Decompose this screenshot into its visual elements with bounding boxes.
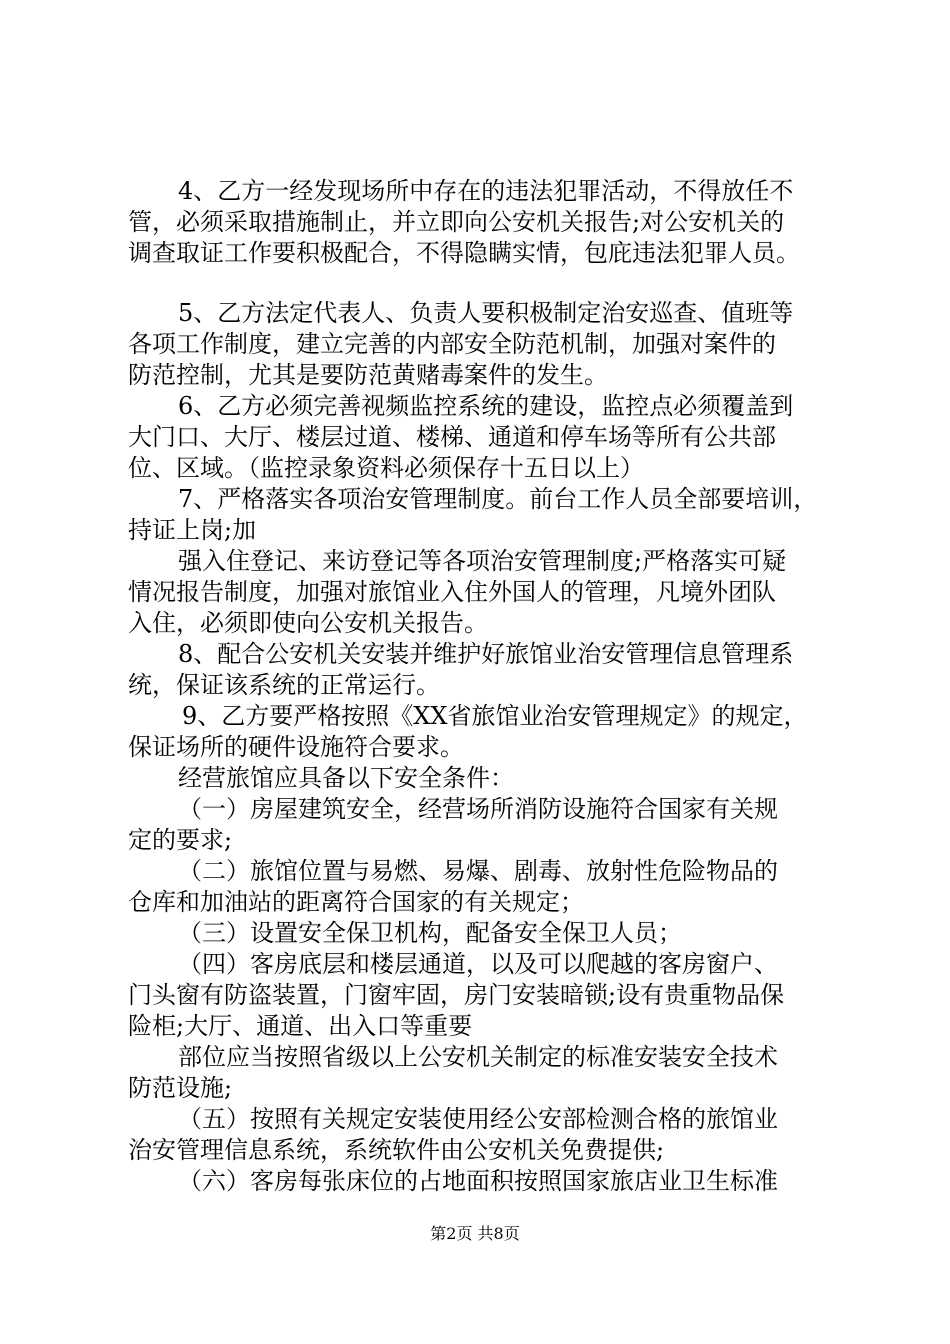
paragraph-line: 9、乙方要严格按照《XX省旅馆业治安管理规定》的规定， [182,702,808,730]
page-number-footer: 第2页 共8页 [430,1224,520,1243]
paragraph-line: 持证上岗;加 [128,516,257,544]
paragraph-line: 门头窗有防盗装置，门窗牢固，房门安装暗锁;设有贵重物品保 [128,981,785,1009]
paragraph-line: 位、区域。（监控录象资料必须保存十五日以上） [128,454,644,482]
paragraph-line: 保证场所的硬件设施符合要求。 [128,733,464,761]
paragraph-line: （一）房屋建筑安全，经营场所消防设施符合国家有关规 [178,795,778,823]
paragraph-line: 8、配合公安机关安装并维护好旅馆业治安管理信息管理系 [178,640,794,668]
paragraph-line: 治安管理信息系统，系统软件由公安机关免费提供; [128,1136,665,1164]
paragraph-line: 强入住登记、来访登记等各项治安管理制度;严格落实可疑 [178,547,787,575]
paragraph-line: 经营旅馆应具备以下安全条件： [178,764,514,792]
paragraph-line: （六）客房每张床位的占地面积按照国家旅店业卫生标准 [178,1167,778,1195]
paragraph-line: 险柜;大厅、通道、出入口等重要 [128,1012,473,1040]
paragraph-line: 统，保证该系统的正常运行。 [128,671,440,699]
paragraph-line: 7、严格落实各项治安管理制度。前台工作人员全部要培训， [178,485,818,513]
paragraph-line: 各项工作制度，建立完善的内部安全防范机制，加强对案件的 [128,330,776,358]
paragraph-line: （三）设置安全保卫机构，配备安全保卫人员； [178,919,682,947]
paragraph-line: 部位应当按照省级以上公安机关制定的标准安装安全技术 [178,1043,778,1071]
paragraph-line: 6、乙方必须完善视频监控系统的建设，监控点必须覆盖到 [178,392,794,420]
paragraph-line: 入住，必须即使向公安机关报告。 [128,609,488,637]
paragraph-line: （四）客房底层和楼层通道，以及可以爬越的客房窗户、 [178,950,778,978]
paragraph-line: 定的要求; [128,826,233,854]
paragraph-line: （五）按照有关规定安装使用经公安部检测合格的旅馆业 [178,1105,778,1133]
paragraph-line: 管，必须采取措施制止，并立即向公安机关报告;对公安机关的 [128,208,785,236]
paragraph-line: 仓库和加油站的距离符合国家的有关规定； [128,888,584,916]
paragraph-line: 4、乙方一经发现场所中存在的违法犯罪活动，不得放任不 [178,177,794,205]
paragraph-line: 情况报告制度，加强对旅馆业入住外国人的管理，凡境外团队 [128,578,776,606]
paragraph-line: （二）旅馆位置与易燃、易爆、剧毒、放射性危险物品的 [178,857,778,885]
paragraph-line: 调查取证工作要积极配合，不得隐瞒实情，包庇违法犯罪人员。 [128,239,800,267]
paragraph-line: 防范设施; [128,1074,233,1102]
paragraph-line: 大门口、大厅、楼层过道、楼梯、通道和停车场等所有公共部 [128,423,776,451]
paragraph-line: 防范控制，尤其是要防范黄赌毒案件的发生。 [128,361,608,389]
paragraph-line: 5、乙方法定代表人、负责人要积极制定治安巡查、值班等 [178,299,794,327]
